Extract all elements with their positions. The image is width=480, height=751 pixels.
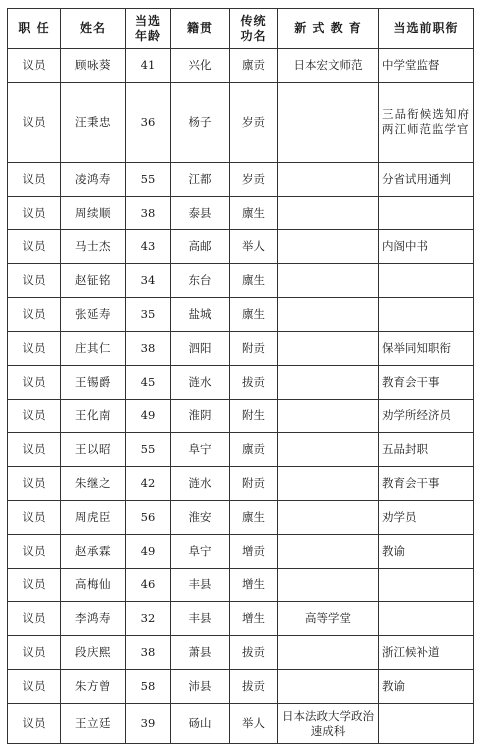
cell-prior-post: 中学堂监督 — [379, 49, 474, 83]
table-row — [8, 568, 474, 602]
cell-traditional-rank: 廪生 — [230, 298, 278, 332]
cell-new-education — [278, 467, 379, 501]
cell-prior-post: 教育会干事 — [379, 467, 474, 501]
cell-native-place: 江都 — [171, 162, 230, 196]
cell-role: 议员 — [8, 49, 61, 83]
cell-new-education — [278, 331, 379, 365]
header-traditional-rank: 传统功名 — [230, 9, 278, 49]
cell-traditional-rank: 廪贡 — [230, 433, 278, 467]
cell-new-education — [278, 636, 379, 670]
cell-traditional-rank: 附贡 — [230, 331, 278, 365]
cell-prior-post: 劝学员 — [379, 500, 474, 534]
cell-native-place: 涟水 — [171, 365, 230, 399]
cell-name: 庄其仁 — [61, 331, 126, 365]
cell-new-education — [278, 534, 379, 568]
cell-age: 36 — [126, 82, 171, 162]
cell-role: 议员 — [8, 399, 61, 433]
table-row — [8, 467, 474, 501]
cell-traditional-rank: 附生 — [230, 399, 278, 433]
table-row — [8, 82, 474, 162]
cell-new-education — [278, 670, 379, 704]
cell-native-place: 兴化 — [171, 49, 230, 83]
cell-new-education — [278, 264, 379, 298]
cell-age: 43 — [126, 230, 171, 264]
cell-role: 议员 — [8, 196, 61, 230]
cell-traditional-rank: 岁贡 — [230, 162, 278, 196]
table-row — [8, 230, 474, 264]
cell-name: 段庆熙 — [61, 636, 126, 670]
cell-traditional-rank: 举人 — [230, 704, 278, 744]
cell-name: 赵钲铭 — [61, 264, 126, 298]
cell-age: 34 — [126, 264, 171, 298]
table-row — [8, 196, 474, 230]
cell-new-education — [278, 298, 379, 332]
header-new-education: 新 式 教 育 — [278, 9, 379, 49]
cell-traditional-rank: 拔贡 — [230, 365, 278, 399]
table-row — [8, 534, 474, 568]
cell-new-education — [278, 365, 379, 399]
cell-traditional-rank: 增贡 — [230, 534, 278, 568]
cell-native-place: 砀山 — [171, 704, 230, 744]
cell-age: 38 — [126, 196, 171, 230]
cell-role: 议员 — [8, 670, 61, 704]
cell-age: 55 — [126, 162, 171, 196]
cell-name: 王立廷 — [61, 704, 126, 744]
cell-prior-post: 内阁中书 — [379, 230, 474, 264]
cell-name: 朱继之 — [61, 467, 126, 501]
cell-name: 李鸿寿 — [61, 602, 126, 636]
cell-role: 议员 — [8, 298, 61, 332]
cell-traditional-rank: 增生 — [230, 602, 278, 636]
cell-age: 38 — [126, 636, 171, 670]
cell-age: 45 — [126, 365, 171, 399]
header-name: 姓名 — [61, 9, 126, 49]
cell-native-place: 泰县 — [171, 196, 230, 230]
cell-age: 55 — [126, 433, 171, 467]
cell-new-education: 日本宏文师范 — [278, 49, 379, 83]
cell-name: 朱方曾 — [61, 670, 126, 704]
header-prior-post: 当选前职衔 — [379, 9, 474, 49]
cell-traditional-rank: 廪生 — [230, 196, 278, 230]
cell-age: 39 — [126, 704, 171, 744]
cell-native-place: 丰县 — [171, 568, 230, 602]
cell-native-place: 萧县 — [171, 636, 230, 670]
cell-name: 马士杰 — [61, 230, 126, 264]
cell-native-place: 阜宁 — [171, 534, 230, 568]
cell-new-education — [278, 162, 379, 196]
table-row — [8, 298, 474, 332]
cell-prior-post — [379, 298, 474, 332]
cell-name: 周虎臣 — [61, 500, 126, 534]
cell-prior-post: 教育会干事 — [379, 365, 474, 399]
cell-new-education — [278, 433, 379, 467]
cell-new-education — [278, 230, 379, 264]
cell-native-place: 杨子 — [171, 82, 230, 162]
cell-prior-post — [379, 704, 474, 744]
cell-new-education — [278, 500, 379, 534]
cell-name: 张延寿 — [61, 298, 126, 332]
cell-native-place: 阜宁 — [171, 433, 230, 467]
cell-name: 王锡爵 — [61, 365, 126, 399]
table-row — [8, 704, 474, 744]
table-row — [8, 636, 474, 670]
cell-prior-post — [379, 568, 474, 602]
cell-role: 议员 — [8, 704, 61, 744]
cell-role: 议员 — [8, 500, 61, 534]
cell-native-place: 淮阴 — [171, 399, 230, 433]
cell-prior-post: 劝学所经济员 — [379, 399, 474, 433]
cell-prior-post — [379, 264, 474, 298]
table-row — [8, 49, 474, 83]
cell-age: 32 — [126, 602, 171, 636]
cell-prior-post: 五品封职 — [379, 433, 474, 467]
table-row — [8, 264, 474, 298]
cell-prior-post: 三品衔候选知府 两江师范监学官 — [379, 82, 474, 162]
cell-role: 议员 — [8, 467, 61, 501]
cell-prior-post — [379, 602, 474, 636]
cell-name: 顾咏葵 — [61, 49, 126, 83]
header-age: 当选年龄 — [126, 9, 171, 49]
table-row — [8, 433, 474, 467]
cell-role: 议员 — [8, 264, 61, 298]
cell-new-education: 高等学堂 — [278, 602, 379, 636]
cell-new-education — [278, 568, 379, 602]
cell-name: 汪秉忠 — [61, 82, 126, 162]
cell-new-education — [278, 82, 379, 162]
cell-age: 58 — [126, 670, 171, 704]
cell-role: 议员 — [8, 602, 61, 636]
cell-name: 高梅仙 — [61, 568, 126, 602]
cell-native-place: 泗阳 — [171, 331, 230, 365]
cell-name: 王以昭 — [61, 433, 126, 467]
cell-role: 议员 — [8, 534, 61, 568]
cell-traditional-rank: 岁贡 — [230, 82, 278, 162]
cell-prior-post — [379, 196, 474, 230]
header-native-place: 籍贯 — [171, 9, 230, 49]
header-role: 职 任 — [8, 9, 61, 49]
table-row — [8, 162, 474, 196]
cell-traditional-rank: 廪生 — [230, 264, 278, 298]
cell-new-education — [278, 399, 379, 433]
cell-traditional-rank: 廪贡 — [230, 49, 278, 83]
cell-prior-post: 教谕 — [379, 670, 474, 704]
cell-name: 周续顺 — [61, 196, 126, 230]
cell-native-place: 淮安 — [171, 500, 230, 534]
cell-prior-post: 浙江候补道 — [379, 636, 474, 670]
cell-name: 赵承霖 — [61, 534, 126, 568]
cell-traditional-rank: 廪生 — [230, 500, 278, 534]
cell-name: 王化南 — [61, 399, 126, 433]
header-row — [8, 9, 474, 49]
cell-age: 35 — [126, 298, 171, 332]
cell-traditional-rank: 附贡 — [230, 467, 278, 501]
cell-age: 42 — [126, 467, 171, 501]
table-row — [8, 399, 474, 433]
cell-role: 议员 — [8, 636, 61, 670]
cell-native-place: 沛县 — [171, 670, 230, 704]
cell-traditional-rank: 举人 — [230, 230, 278, 264]
cell-role: 议员 — [8, 230, 61, 264]
table-row — [8, 500, 474, 534]
legislator-table — [7, 8, 474, 744]
cell-role: 议员 — [8, 433, 61, 467]
cell-age: 46 — [126, 568, 171, 602]
cell-age: 56 — [126, 500, 171, 534]
table-row — [8, 331, 474, 365]
table-row — [8, 670, 474, 704]
cell-traditional-rank: 拔贡 — [230, 636, 278, 670]
cell-name: 凌鸿寿 — [61, 162, 126, 196]
cell-age: 41 — [126, 49, 171, 83]
cell-traditional-rank: 拔贡 — [230, 670, 278, 704]
cell-role: 议员 — [8, 82, 61, 162]
cell-role: 议员 — [8, 331, 61, 365]
cell-native-place: 高邮 — [171, 230, 230, 264]
cell-native-place: 盐城 — [171, 298, 230, 332]
cell-new-education — [278, 196, 379, 230]
table-row — [8, 365, 474, 399]
cell-new-education: 日本法政大学政治速成科 — [278, 704, 379, 744]
table-row — [8, 602, 474, 636]
cell-age: 49 — [126, 399, 171, 433]
cell-native-place: 东台 — [171, 264, 230, 298]
cell-role: 议员 — [8, 162, 61, 196]
cell-native-place: 涟水 — [171, 467, 230, 501]
cell-role: 议员 — [8, 568, 61, 602]
cell-traditional-rank: 增生 — [230, 568, 278, 602]
cell-prior-post: 教谕 — [379, 534, 474, 568]
cell-age: 49 — [126, 534, 171, 568]
cell-native-place: 丰县 — [171, 602, 230, 636]
cell-age: 38 — [126, 331, 171, 365]
cell-prior-post: 分省试用通判 — [379, 162, 474, 196]
cell-prior-post: 保举同知职衔 — [379, 331, 474, 365]
cell-role: 议员 — [8, 365, 61, 399]
